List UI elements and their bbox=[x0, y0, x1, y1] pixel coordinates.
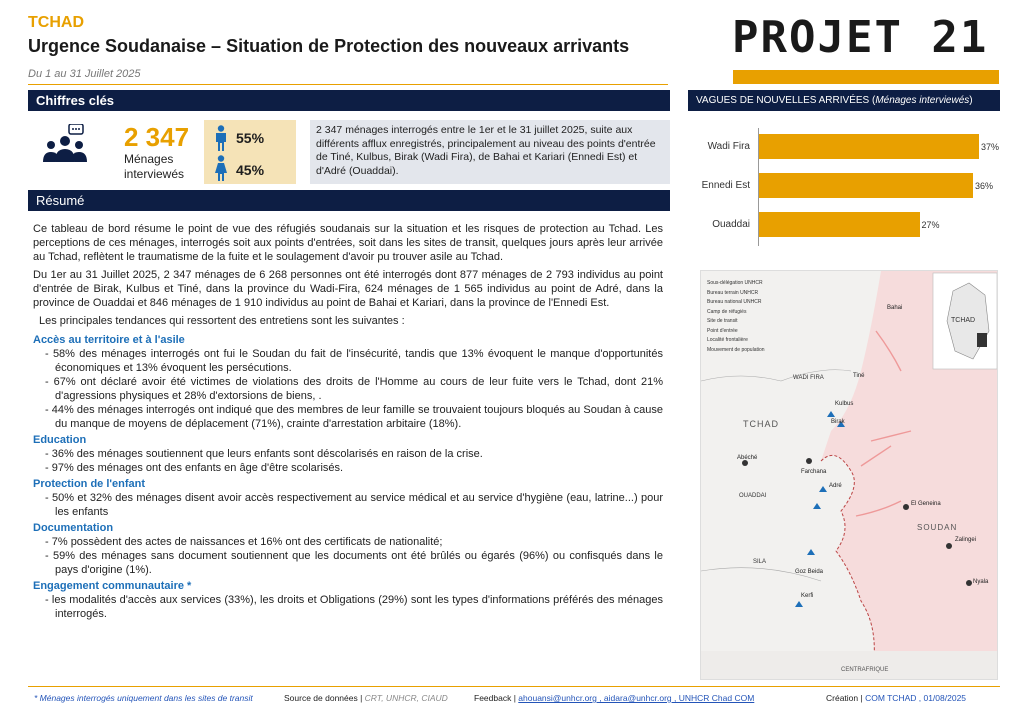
footer-note bbox=[34, 693, 253, 703]
footer-creation: Création | COM TCHAD , 01/08/2025 bbox=[826, 693, 967, 703]
header-divider bbox=[28, 84, 668, 85]
key-figures-description: 2 347 ménages interrogés entre le 1er et le 31 juillet 2025, suite aux différents afflux enregistrés, principalement au niveau des points d'entrée de Tiné, Kulbus, Birak (Wadi Fira), de Bahai et Kariari (Ennedi Est) et d'Adré (Ouaddai). bbox=[310, 120, 670, 184]
footer-source-value: CRT, UNHCR, CIAUD bbox=[364, 693, 448, 703]
legend-item: Sous-délégation UNHCR bbox=[707, 280, 763, 286]
map-label-soudan: SOUDAN bbox=[917, 523, 958, 532]
key-figures-header: Chiffres clés bbox=[28, 90, 670, 111]
summary-header: Résumé bbox=[28, 190, 670, 211]
total-households: 2 347 bbox=[124, 122, 190, 152]
legend-item: Bureau national UNHCR bbox=[707, 299, 762, 305]
section-heading-education: Education bbox=[33, 434, 87, 446]
map-label-kulbus: Kulbus bbox=[835, 401, 854, 407]
logo-accent-bar bbox=[733, 70, 999, 84]
trends-intro: Les principales tendances qui ressortent des entretiens sont les suivantes : bbox=[39, 315, 405, 327]
summary-paragraph-2: Du 1er au 31 Juillet 2025, 2 347 ménages de 6 268 personnes ont été interrogés dont 877 ménages de 2 793 individus au point d'entrée de Birak, Kulbus et Tiné, dans la province du Wadi-Fira, 624 ménages de 1 565 individus au point de Adré, dans la province de Ouaddai et 846 ménages de 1 910 individus au point de Bahai et Kariari, dans la province de l'Ennedi Est. bbox=[33, 269, 663, 309]
situation-map bbox=[700, 270, 998, 680]
map-label-farchana: Farchana bbox=[801, 469, 827, 475]
page-title: Urgence Soudanaise – Situation de Protection des nouveaux arrivants bbox=[28, 36, 630, 56]
map-label-el-geneina: El Geneina bbox=[911, 501, 941, 507]
country-title: TCHAD bbox=[28, 14, 84, 31]
section-heading-access: Accès au territoire et à l'asile bbox=[33, 334, 185, 346]
report-date: Du 1 au 31 Juillet 2025 bbox=[28, 68, 141, 80]
map-label-centrafrique: CENTRAFRIQUE bbox=[841, 667, 889, 673]
bar-value-label: 36% bbox=[975, 181, 994, 191]
legend-item: Camp de réfugiés bbox=[707, 308, 747, 315]
chart-title: VAGUES DE NOUVELLES ARRIVÉES bbox=[696, 95, 870, 106]
footer-source: Source de données | CRT, UNHCR, CIAUD bbox=[284, 693, 448, 703]
arrivals-bar-chart bbox=[688, 120, 1000, 250]
map-label-goz-beida: Goz Beida bbox=[795, 569, 824, 575]
bullet-item: - 67% ont déclaré avoir été victimes de violations des droits de l'Homme au cours de leur fuite vers le Tchad, dont 21% d'agressions physiques et 28% d'extorsions de biens, . bbox=[33, 375, 663, 403]
bar-category-label: Ennedi Est bbox=[701, 180, 750, 191]
section-heading-documentation: Documentation bbox=[33, 522, 114, 534]
map-label-abeche: Abéché bbox=[737, 455, 758, 461]
people-group-icon bbox=[42, 124, 88, 170]
male-icon bbox=[214, 125, 228, 151]
bullet-item: - les modalités d'accès aux services (33%), les droits et Obligations (29%) sont les types d'informations préférés des ménages interrogés. bbox=[33, 593, 663, 621]
section-heading-community: Engagement communautaire * bbox=[33, 580, 192, 592]
legend-item: Site de transit bbox=[707, 318, 738, 324]
bullet-item: - 50% et 32% des ménages disent avoir accès respectivement au service médical et au service d'hygiène (eau, latrine...) pour les enfants bbox=[33, 491, 663, 519]
feedback-email-links[interactable]: ahouansi@unhcr.org , aidara@unhcr.org , UNHCR Chad COM bbox=[518, 693, 755, 703]
female-icon bbox=[214, 155, 228, 181]
bullet-item: - 59% des ménages sans document soutiennent que les documents ont été brûlés ou égarés (96%) ou confisqués dans le pays d'origine (1%). bbox=[33, 549, 663, 577]
map-label-bahai: Bahai bbox=[887, 305, 903, 311]
bar-category-label: Wadi Fira bbox=[707, 141, 750, 152]
map-label-nyala: Nyala bbox=[973, 579, 989, 585]
map-legend bbox=[707, 279, 765, 355]
bullet-item: - 44% des ménages interrogés ont indiqué que des membres de leur famille se trouvaient toujours bloqués au Soudan à cause du manque de moyens de déplacement (71%), crainte d'arrestation arbitaire (18%). bbox=[33, 403, 663, 431]
summary-paragraph-1: Ce tableau de bord résume le point de vue des réfugiés soudanais sur la situation et les risques de protection au Tchad. Les perceptions de ces ménages, interrogés soit aux points d'entrées, soit dans les sites de transit, quelques jours après leur arrivée au Tchad, reflètent le traumatisme de la fuite et le soulagement d'avoir pu trouver asile au Tchad. bbox=[33, 223, 663, 263]
map-label-inset-tchad: TCHAD bbox=[951, 317, 976, 324]
footer-source-label: Source de données bbox=[284, 693, 358, 703]
bullet-item: - 7% possèdent des actes de naissances et 16% ont des certificats de nationalité; bbox=[33, 535, 663, 549]
chart-subtitle: Ménages interviewés bbox=[875, 95, 970, 106]
bar-category-label: Ouaddai bbox=[712, 219, 750, 230]
footer-creation-label: Création bbox=[826, 693, 859, 703]
section-heading-child-protection: Protection de l'enfant bbox=[33, 478, 146, 490]
map-label-tchad: TCHAD bbox=[743, 419, 779, 429]
map-label-wadi-fira: WADI FIRA bbox=[793, 375, 824, 381]
bar-value-label: 27% bbox=[921, 220, 940, 230]
key-figures-panel bbox=[28, 116, 670, 186]
legend-item: Mouvement de population bbox=[707, 346, 765, 353]
bar bbox=[759, 173, 973, 198]
bullet-item: - 97% des ménages ont des enfants en âge d'être scolarisés. bbox=[33, 461, 663, 475]
bullet-item: - 58% des ménages interrogés ont fui le Soudan du fait de l'insécurité, tandis que 13% évoquent le manque d'opportunités économiques et 13% évoquent les persécutions. bbox=[33, 347, 663, 375]
chart-header: VAGUES DE NOUVELLES ARRIVÉES (Ménages interviewés) bbox=[688, 90, 1000, 111]
map-label-zalingei: Zalingei bbox=[955, 537, 977, 543]
footer-feedback: Feedback | ahouansi@unhcr.org , aidara@unhcr.org , UNHCR Chad COM bbox=[474, 693, 755, 703]
gender-split-box bbox=[204, 120, 296, 184]
map-label-sila: SILA bbox=[753, 559, 767, 565]
bar bbox=[759, 212, 920, 237]
footer-creation-value: COM TCHAD , 01/08/2025 bbox=[865, 693, 967, 703]
map-label-kerfi: Kerfi bbox=[801, 593, 814, 599]
total-households-label: Ménages interviewés bbox=[124, 152, 185, 181]
legend-item: Localité frontalière bbox=[707, 337, 748, 343]
footer-divider bbox=[28, 686, 1000, 687]
female-percentage: 45% bbox=[236, 162, 265, 178]
footer-note-text: * Ménages interrogés uniquement dans les sites de transit bbox=[34, 693, 253, 703]
footer-feedback-label: Feedback bbox=[474, 693, 512, 703]
bullet-item: - 36% des ménages soutiennent que leurs enfants sont déscolarisés en raison de la crise. bbox=[33, 447, 663, 461]
legend-item: Point d'entrée bbox=[707, 327, 738, 334]
male-percentage: 55% bbox=[236, 130, 265, 146]
bar-value-label: 37% bbox=[981, 142, 1000, 152]
map-label-ouaddai: OUADDAI bbox=[739, 493, 767, 499]
map-label-tine: Tiné bbox=[853, 373, 865, 379]
legend-item: Bureau terrain UNHCR bbox=[707, 289, 759, 296]
map-label-birak: Birak bbox=[831, 419, 845, 425]
map-label-adre: Adré bbox=[829, 483, 842, 489]
summary-body bbox=[33, 222, 663, 621]
projet21-logo: PROJET 21 bbox=[732, 12, 989, 63]
bar bbox=[759, 134, 979, 159]
